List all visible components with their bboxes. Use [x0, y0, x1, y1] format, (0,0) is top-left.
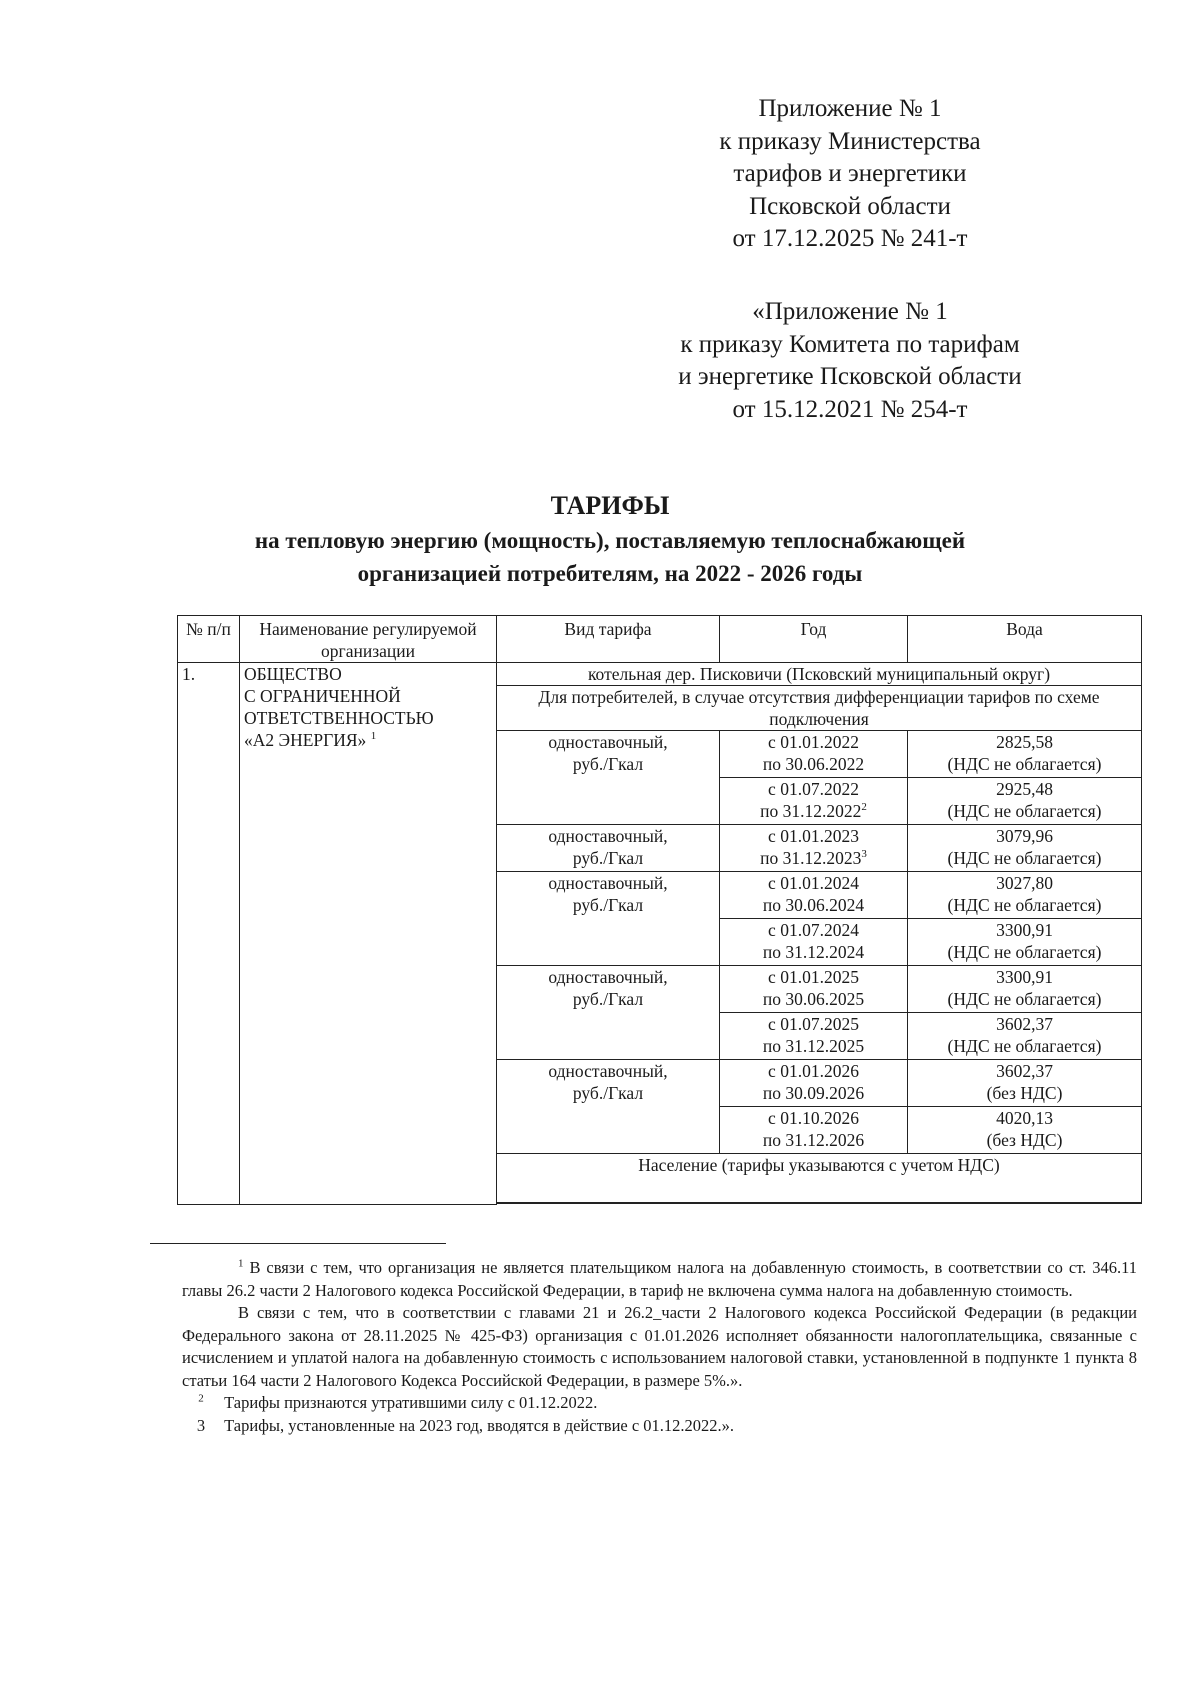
period-to: по 30.06.2022 [762, 754, 865, 774]
tariff-type-cell [497, 1060, 720, 1154]
value-cell [908, 731, 1142, 778]
period-from: с 01.07.2022 [768, 779, 859, 799]
period-cell [720, 731, 908, 778]
footnote-text: Тарифы признаются утратившими силу с 01.12.2022. [224, 1393, 598, 1412]
org-line: С ОГРАНИЧЕННОЙ [244, 686, 401, 706]
value-cell [908, 966, 1142, 1013]
value-cell [908, 1060, 1142, 1107]
approval-block-current [600, 93, 1100, 256]
tariff-table [177, 615, 1142, 1205]
footnote-ref: 2 [861, 801, 867, 814]
footnotes [182, 1257, 1137, 1437]
tariff-type-cell [497, 731, 720, 825]
tariff-value: 3602,37 [996, 1061, 1053, 1081]
footnote-ref: 3 [861, 848, 867, 861]
population-cell: Население (тарифы указываются с учетом НДС) [497, 1154, 1142, 1203]
period-to: по 30.06.2025 [762, 989, 865, 1009]
org-line: ОТВЕТСТВЕННОСТЬЮ [244, 708, 434, 728]
document-title [110, 488, 1110, 590]
footnote-number: 1 [238, 1257, 244, 1270]
period-to: по 30.06.2024 [762, 895, 865, 915]
approval-line: от 15.12.2021 № 254-т [732, 395, 968, 423]
tariff-value: 4020,13 [996, 1108, 1053, 1128]
tariff-value: 2925,48 [996, 779, 1053, 799]
vat-note: (НДС не облагается) [947, 942, 1102, 962]
footnote-2 [182, 1392, 1137, 1415]
period-from: с 01.01.2023 [768, 826, 859, 846]
approval-line: тарифов и энергетики [733, 160, 967, 187]
period-to-line [724, 847, 903, 869]
table-row-filler [178, 1204, 1142, 1205]
tariff-unit-line: руб./Гкал [572, 848, 644, 868]
approval-line: «Приложение № 1 [752, 298, 948, 325]
period-from: с 01.10.2026 [768, 1108, 859, 1128]
filler-cell [178, 1204, 720, 1205]
approval-line: Приложение № 1 [758, 95, 942, 122]
organization-name [240, 663, 497, 1205]
value-cell [908, 1013, 1142, 1060]
period-to: по 30.09.2026 [762, 1083, 865, 1103]
period-to-line [724, 800, 903, 822]
period-cell [720, 1060, 908, 1107]
tariff-type-cell [497, 872, 720, 966]
title-line-1: на тепловую энергию (мощность), поставляемую теплоснабжающей [254, 528, 966, 553]
tariff-type-line: одноставочный, [548, 1061, 668, 1081]
tariff-type-line: одноставочный, [548, 873, 668, 893]
vat-note: (НДС не облагается) [947, 754, 1102, 774]
header-year: Год [720, 616, 908, 663]
table-row [178, 663, 1142, 686]
header-num: № п/п [178, 616, 240, 663]
tariff-type-line: одноставочный, [548, 826, 668, 846]
header-tariff-type: Вид тарифа [497, 616, 720, 663]
period-to: по 31.12.2024 [762, 942, 865, 962]
vat-note: (НДС не облагается) [947, 1036, 1102, 1056]
footnote-number: 2 [198, 1392, 204, 1405]
footnote-separator [150, 1243, 446, 1244]
table-header-row [178, 616, 1142, 663]
period-cell [720, 825, 908, 872]
tariff-value: 3300,91 [996, 920, 1053, 940]
vat-note: (НДС не облагается) [947, 989, 1102, 1009]
value-cell [908, 778, 1142, 825]
footnote-3 [182, 1415, 1137, 1438]
period-cell [720, 966, 908, 1013]
vat-note: (НДС не облагается) [947, 801, 1102, 821]
tariff-type-line: одноставочный, [548, 967, 668, 987]
footnote-number: 3 [196, 1415, 206, 1435]
period-from: с 01.01.2024 [768, 873, 859, 893]
period-cell [720, 1107, 908, 1154]
tariff-type-cell [497, 966, 720, 1060]
tariff-unit-line: руб./Гкал [572, 754, 644, 774]
location-cell: котельная дер. Писковичи (Псковский муниципальный округ) [497, 663, 1142, 686]
tariff-unit-line: руб./Гкал [572, 895, 644, 915]
footnote-ref: 1 [370, 730, 377, 743]
approval-line: от 17.12.2025 № 241-т [732, 225, 968, 252]
footnote-1-paragraph-2: В связи с тем, что в соответствии с главами 21 и 26.2_части 2 Налогового кодекса Российской Федерации (в редакции Федерального закона от 28.11.2025 № 425-ФЗ) организация с 01.01.2026 исполняет обязанности налогоплательщика, связанные с исчислением и уплатой налога на добавленную стоимость с использованием налоговой ставки, установленной в подпункте 1 пункта 8 статьи 164 части 2 Налогового Кодекса Российской Федерации, в размере 5%.». [182, 1303, 1137, 1390]
period-to: по 31.12.2023 [760, 848, 862, 868]
tariff-value: 3027,80 [996, 873, 1053, 893]
period-to: по 31.12.2022 [760, 801, 862, 821]
header-org: Наименование регулируемой организации [240, 616, 497, 663]
title-line-2: организацией потребителям, на 2022 - 2026 годы [357, 561, 863, 586]
vat-note: (НДС не облагается) [947, 848, 1102, 868]
value-cell [908, 1107, 1142, 1154]
org-line [244, 729, 492, 751]
vat-note: (НДС не облагается) [947, 895, 1102, 915]
title-main: ТАРИФЫ [550, 491, 670, 520]
period-cell [720, 872, 908, 919]
tariff-value: 3602,37 [996, 1014, 1053, 1034]
value-cell [908, 872, 1142, 919]
footnote-1 [182, 1257, 1137, 1302]
period-cell [720, 778, 908, 825]
vat-note: (без НДС) [986, 1083, 1063, 1103]
org-name-text: «А2 ЭНЕРГИЯ» [244, 730, 367, 750]
footnote-text: Тарифы, установленные на 2023 год, вводятся в действие с 01.12.2022.». [224, 1415, 735, 1435]
tariff-value: 2825,58 [996, 732, 1053, 752]
tariff-type-cell [497, 825, 720, 872]
period-from: с 01.07.2025 [768, 1014, 859, 1034]
period-to-line [724, 753, 903, 775]
period-to: по 31.12.2025 [762, 1036, 865, 1056]
value-cell [908, 919, 1142, 966]
row-number: 1. [178, 663, 240, 1205]
period-to: по 31.12.2026 [762, 1130, 865, 1150]
period-from: с 01.01.2025 [768, 967, 859, 987]
consumers-cell: Для потребителей, в случае отсутствия дифференциации тарифов по схеме подключения [497, 686, 1142, 731]
period-cell [720, 1013, 908, 1060]
tariff-value: 3079,96 [996, 826, 1053, 846]
value-cell [908, 825, 1142, 872]
approval-line: к приказу Министерства [719, 127, 981, 155]
approval-line: к приказу Комитета по тарифам [680, 330, 1020, 358]
period-from: с 01.01.2026 [768, 1061, 859, 1081]
period-from: с 01.01.2022 [768, 732, 859, 752]
tariff-value: 3300,91 [996, 967, 1053, 987]
tariff-unit-line: руб./Гкал [572, 989, 644, 1009]
header-water: Вода [908, 616, 1142, 663]
tariff-unit-line: руб./Гкал [572, 1083, 644, 1103]
approval-block-original [600, 296, 1100, 426]
period-cell [720, 919, 908, 966]
org-line: ОБЩЕСТВО [244, 664, 342, 684]
vat-note: (без НДС) [986, 1130, 1063, 1150]
footnote-text: В связи с тем, что организация не является плательщиком налога на добавленную стоимость, в соответствии со ст. 346.11 главы 26.2 части 2 Налогового кодекса Российской Федерации, в тариф не включена сумма налога на добавленную стоимость. [182, 1258, 1138, 1300]
approval-line: Псковской области [749, 192, 951, 220]
period-from: с 01.07.2024 [768, 920, 859, 940]
tariff-type-line: одноставочный, [548, 732, 668, 752]
approval-line: и энергетике Псковской области [678, 363, 1022, 390]
